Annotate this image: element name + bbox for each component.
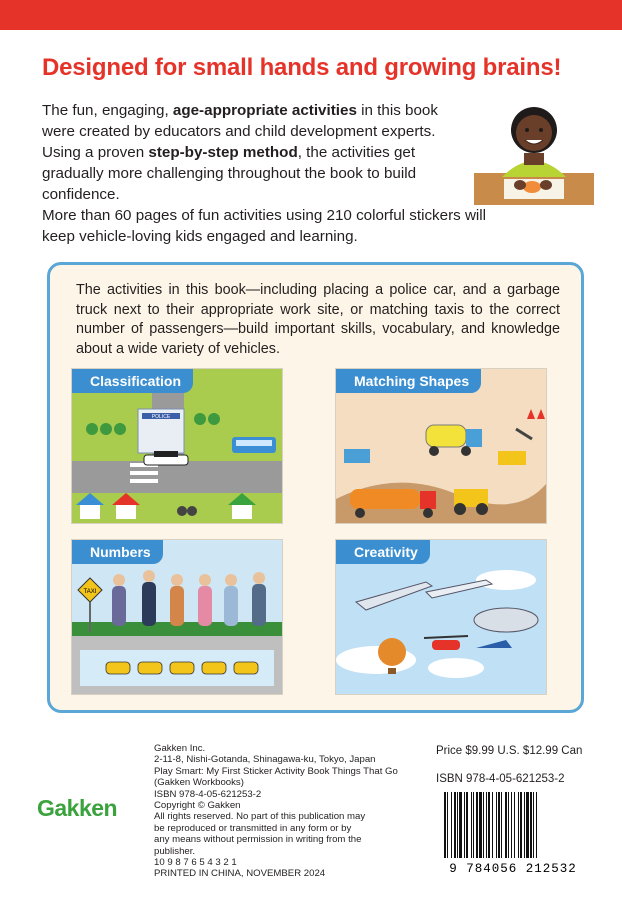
- child-illustration: [474, 95, 594, 215]
- classification-card: [72, 369, 282, 523]
- imprint-line: Gakken Inc.: [154, 743, 206, 754]
- creativity-card: [336, 540, 546, 694]
- matching-shapes-card: [336, 369, 546, 523]
- top-color-bar: [0, 0, 622, 30]
- taxi-sign: TAXI: [83, 589, 97, 595]
- matching-shapes-label: Matching Shapes: [336, 369, 481, 393]
- imprint-line: All rights reserved. No part of this publication may: [154, 811, 366, 823]
- numbers-label: Numbers: [72, 540, 163, 564]
- creativity-label: Creativity: [336, 540, 430, 564]
- stickers-paragraph: More than 60 pages of fun activities using 210 colorful stickers will keep vehicle-loving kids engaged and learning.: [42, 207, 487, 245]
- imprint-line: be reproduced or transmitted in any form or by: [154, 822, 352, 834]
- isbn-text: ISBN 978-4-05-621253-2: [436, 773, 565, 785]
- gakken-logo: Gakken: [37, 795, 118, 821]
- barcode-digits: 9 784056 212532: [449, 862, 577, 874]
- classification-label: Classification: [72, 369, 193, 393]
- imprint-line: PRINTED IN CHINA, NOVEMBER 2024: [154, 868, 326, 880]
- barcode: [436, 790, 590, 874]
- police-sign: POLICE: [151, 414, 171, 420]
- panel-description: The activities in this book—including placing a police car, and a garbage truck next to their appropriate work site, or matching taxis to the correct number of passengers—build important skills, vocabulary, and knowledge about a wide variety of vehicles.: [76, 282, 560, 357]
- imprint-line: ISBN 978-4-05-621253-2: [154, 788, 262, 800]
- imprint-line: Play Smart: My First Sticker Activity Book Things That Go: [154, 765, 398, 777]
- intro-paragraph: The fun, engaging, age-appropriate activities in this book were created by educators and child development experts. Using a proven step-by-step method, the activities get gradually more challenging throughout the book to build confidence.: [42, 102, 438, 203]
- imprint-line: any means without permission in writing from the: [154, 834, 362, 846]
- headline: Designed for small hands and growing brains!: [42, 54, 562, 81]
- imprint-line: (Gakken Workbooks): [154, 777, 244, 789]
- imprint-block: [154, 743, 424, 880]
- price-text: Price $9.99 U.S. $12.99 Can: [436, 745, 583, 757]
- imprint-line: 10 9 8 7 6 5 4 3 2 1: [154, 857, 237, 869]
- imprint-line: publisher.: [154, 845, 196, 857]
- imprint-line: Copyright © Gakken: [154, 800, 241, 812]
- imprint-line: 2-11-8, Nishi-Gotanda, Shinagawa-ku, Tokyo, Japan: [154, 754, 376, 766]
- activities-panel: [47, 262, 584, 713]
- numbers-card: [72, 540, 282, 694]
